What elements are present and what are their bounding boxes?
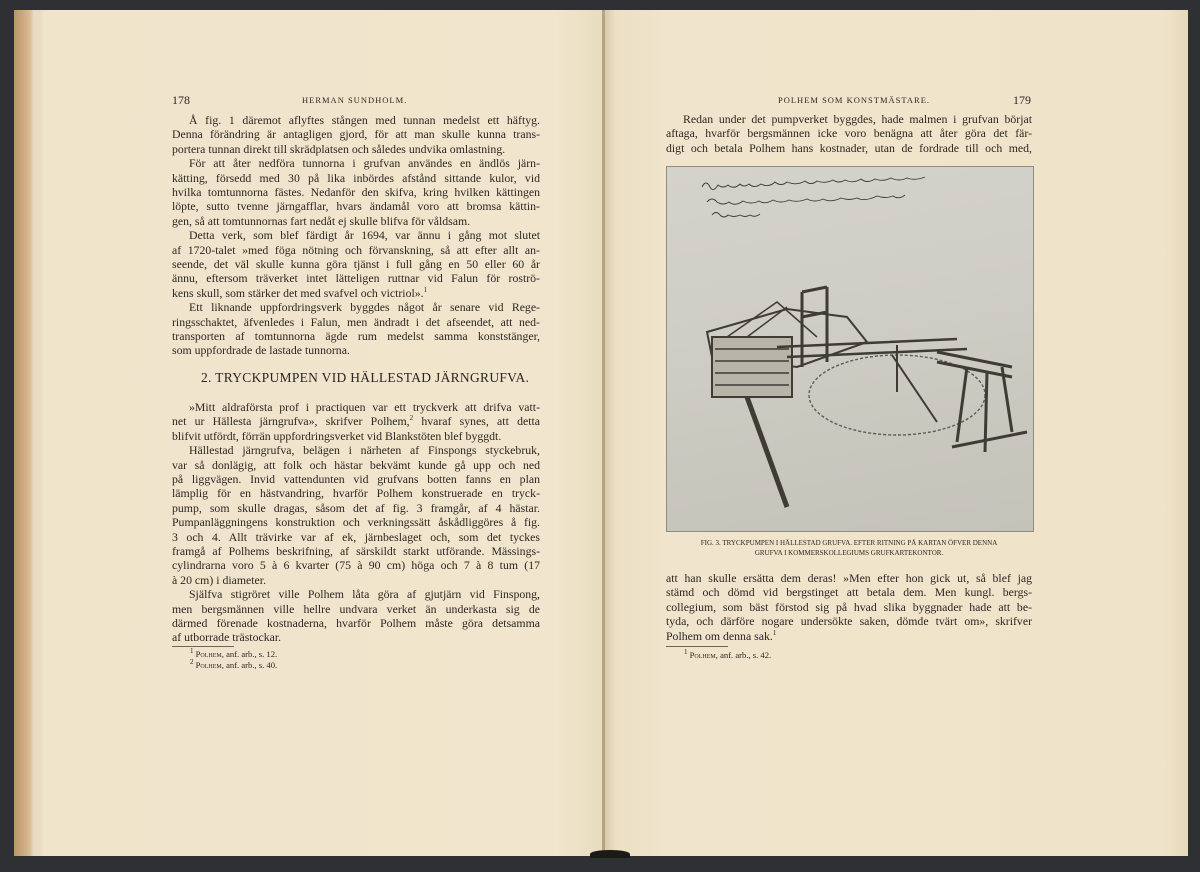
text-line — [172, 544, 540, 558]
text-line-content: på liggvägen. Invid vattendunten vid grufvans botten fanns en plan — [172, 472, 540, 486]
footnote-marker: 2 — [409, 414, 414, 423]
footnote-number: 2 — [190, 658, 194, 667]
pump-illustration — [667, 167, 1033, 531]
text-line — [172, 329, 540, 343]
text-line — [172, 602, 540, 616]
footnote — [684, 650, 771, 660]
footnote-rule-left — [172, 646, 234, 647]
text-line-content: ännu, eftersom träverket intet lätteligen ruttnar vid Falun för roströ- — [172, 271, 540, 286]
text-line-content: af 1720-talet »med föga nötning och förvanskning, så att efter allt an- — [172, 242, 540, 257]
text-line — [172, 199, 540, 213]
text-line — [172, 472, 540, 486]
text-line-content: kätting, försedd med 30 på lika inbördes afstånd sittande kulor, vid — [172, 170, 540, 185]
text-line — [172, 271, 540, 285]
text-line — [172, 142, 540, 156]
figure-caption-line-1: FIG. 3. TRYCKPUMPEN I HÄLLESTAD GRUFVA. EFTER RITNING PÅ KARTAN ÖFVER DENNA — [700, 539, 998, 547]
text-line-content: För att åter nedföra tunnorna i grufvan användes en ändlös järn- — [189, 156, 540, 171]
text-line-content: seende, det väl skulle kunna göra tjänst i full gång en 50 eller 60 år — [172, 257, 540, 271]
text-line — [172, 573, 540, 587]
text-line — [172, 343, 540, 357]
text-line — [172, 458, 540, 472]
text-line-content: Själfva stigröret ville Polhem låta göra af gjutjärn vid Finspong, — [189, 587, 540, 602]
figure-caption-line-2: GRUFVA I KOMMERSKOLLEGIUMS GRUFKARTEKONTOR. — [754, 549, 944, 557]
text-line-content: Polhem om denna sak. — [666, 628, 773, 643]
text-line — [189, 113, 540, 127]
wooden-pump-frame — [707, 287, 1027, 507]
footnote-author: Polhem — [195, 649, 222, 659]
handwritten-inscription — [702, 177, 925, 217]
text-line-content: som uppfordrade de lastade tunnorna. — [172, 343, 350, 358]
text-line-content: à 20 cm) i diameter. — [172, 572, 267, 587]
text-line-content: digt och betala Polhem hans kostnader, utan de fordrade till och med, — [666, 140, 1032, 155]
spine-shadow — [590, 850, 630, 858]
text-line — [666, 126, 1032, 140]
text-line-content: därmed förenade kostnaderna, hvarför Polhem måste göra detsamma — [172, 616, 540, 630]
text-line-content: aftaga, hvarför bergsmännen icke voro benägna att åter göra det fär- — [666, 126, 1032, 141]
text-line-content: att han skulle ersätta dem deras! »Men efter hon gick ut, så blef jag — [666, 571, 1032, 585]
text-line — [172, 616, 540, 630]
text-line — [172, 414, 540, 428]
page-number-left: 178 — [172, 93, 190, 107]
text-line — [189, 156, 540, 170]
text-line — [172, 429, 540, 443]
text-line-content: portera tunnan direkt till skrädplatsen och således undvika omlastning. — [172, 141, 506, 156]
text-line-content: men bergsmännen ville hellre undvara verket än underkasta sig de — [172, 601, 540, 616]
text-line — [172, 530, 540, 544]
text-line-content: transporten af tomtunnorna ägde rum medelst samma konststänger, — [172, 329, 540, 343]
footnote — [190, 649, 277, 659]
text-line-content: Detta verk, som blef färdigt år 1694, var ännu i gång mot slutet — [189, 228, 540, 243]
text-line-content: 3 och 4. Allt trävirke var af ek, järnbeslaget och, som det tyckes — [172, 529, 540, 544]
text-line-content: Ett liknande uppfordringsverk byggdes något år senare vid Rege- — [189, 300, 540, 315]
text-line-content: Denna förändring är antagligen gjord, för att man skulle kunna trans- — [172, 127, 540, 142]
text-line — [172, 515, 540, 529]
text-line — [172, 127, 540, 141]
text-line — [172, 185, 540, 199]
text-line-content: Å fig. 1 däremot aflyftes stången med tunnan medelst ett häftyg. — [189, 113, 540, 127]
footnote-rule-right — [666, 646, 728, 647]
text-line — [172, 558, 540, 572]
text-line — [666, 585, 1032, 599]
text-line-content: pump, som skulle dragas, såsom det af fig. 3 framgår, af 4 hästar. — [172, 500, 540, 515]
text-line-content: af utborrade trästockar. — [172, 630, 282, 645]
text-line-content: net ur Hällesta järngrufva», skrifver Polhem, — [172, 414, 410, 429]
text-line-content: kens skull, som stärker det med svafvel och victriol». — [172, 285, 424, 300]
text-line — [666, 614, 1032, 628]
text-line — [189, 400, 540, 414]
text-line — [172, 243, 540, 257]
footnote-author: Polhem — [689, 650, 716, 660]
text-line — [666, 629, 1032, 643]
footnote-reference: , anf. arb., s. 40. — [221, 660, 278, 670]
text-line — [172, 214, 540, 228]
text-line — [666, 571, 1032, 585]
footnote — [190, 660, 277, 670]
footnote-marker: 1 — [423, 285, 428, 294]
text-line-content: »Mitt aldraförsta prof i practiquen var ett tryckverk att drifva vatt- — [189, 400, 540, 414]
text-line-content: gen, så att tomtunnornas fart nedåt ej skulle blifva för våldsam. — [172, 213, 471, 228]
text-line-content: ringsschaktet, äfvenledes i Falun, men ändradt i det afseendet, att ned- — [172, 314, 540, 329]
text-line-content: cylindrarna voro 5 à 6 kvarter (75 à 90 cm) höga och 7 à 8 tum (17 — [172, 558, 540, 573]
text-line-content: blifvit utfördt, förrän uppfordringsverket vid Blankstöten blef byggdt. — [172, 428, 502, 443]
text-line — [189, 587, 540, 601]
text-line — [172, 171, 540, 185]
section-heading: 2. TRYCKPUMPEN VID HÄLLESTAD JÄRNGRUFVA. — [201, 370, 530, 385]
text-line — [683, 112, 1032, 126]
text-line-content: tyda, och därföre nogare undersökte saken, dömde tvärt om», skrifver — [666, 614, 1032, 629]
text-line-continuation: hvaraf synes, att detta — [413, 414, 540, 429]
text-line-content: löpte, sutto tvenne järngafflar, hvars ändamål voro att bromsa kättin- — [172, 199, 540, 214]
text-line-content: Hällestad järngrufva, belägen i närheten af Finspongs styckebruk, — [189, 443, 540, 458]
text-line — [172, 501, 540, 515]
text-line-content: stämd och dömd vid bergstinget att betala dem. Men kungl. bergs- — [666, 585, 1032, 600]
text-line-content: framgå af Polhems beskrifning, af särskildt starkt utförande. Mässings- — [172, 544, 540, 558]
footnote-marker: 1 — [772, 628, 777, 637]
text-line-content: hvilka tomtunnorna fästes. Nedanför den skifva, kring hvilken kättingen — [172, 185, 540, 199]
text-line-content: lämplig för en hästvandring, hvarför Polhem konstruerade en tryck- — [172, 486, 540, 501]
page-number-right: 179 — [1013, 93, 1031, 107]
running-head-right: POLHEM SOM KONSTMÄSTARE. — [778, 95, 931, 105]
text-line — [189, 228, 540, 242]
text-line — [172, 315, 540, 329]
footnote-number: 1 — [190, 647, 194, 656]
text-line — [172, 486, 540, 500]
footnote-reference: , anf. arb., s. 42. — [715, 650, 772, 660]
text-line — [189, 300, 540, 314]
figure-pump-drawing — [666, 166, 1034, 532]
text-line-content: collegium, som bäst förstod sig på hvad slika byggnader hade att be- — [666, 599, 1032, 614]
text-line — [172, 257, 540, 271]
text-line — [666, 600, 1032, 614]
text-line — [172, 630, 540, 644]
text-line-content: var så donlägig, att folk och hästar bekvämt kunde gå upp och ned — [172, 457, 540, 472]
text-line — [666, 141, 1032, 155]
running-head-left: HERMAN SUNDHOLM. — [302, 95, 408, 105]
text-line — [172, 286, 540, 300]
footnote-author: Polhem — [195, 660, 222, 670]
text-line — [189, 443, 540, 457]
footnote-number: 1 — [684, 648, 688, 657]
footnote-reference: , anf. arb., s. 12. — [221, 649, 278, 659]
book-spine — [602, 10, 605, 856]
text-line-content: Redan under det pumpverket byggdes, hade malmen i grufvan börjat — [683, 112, 1032, 126]
text-line-content: Pumpanläggningens konstruktion och verkningssätt åskådliggöres å fig. — [172, 515, 540, 530]
